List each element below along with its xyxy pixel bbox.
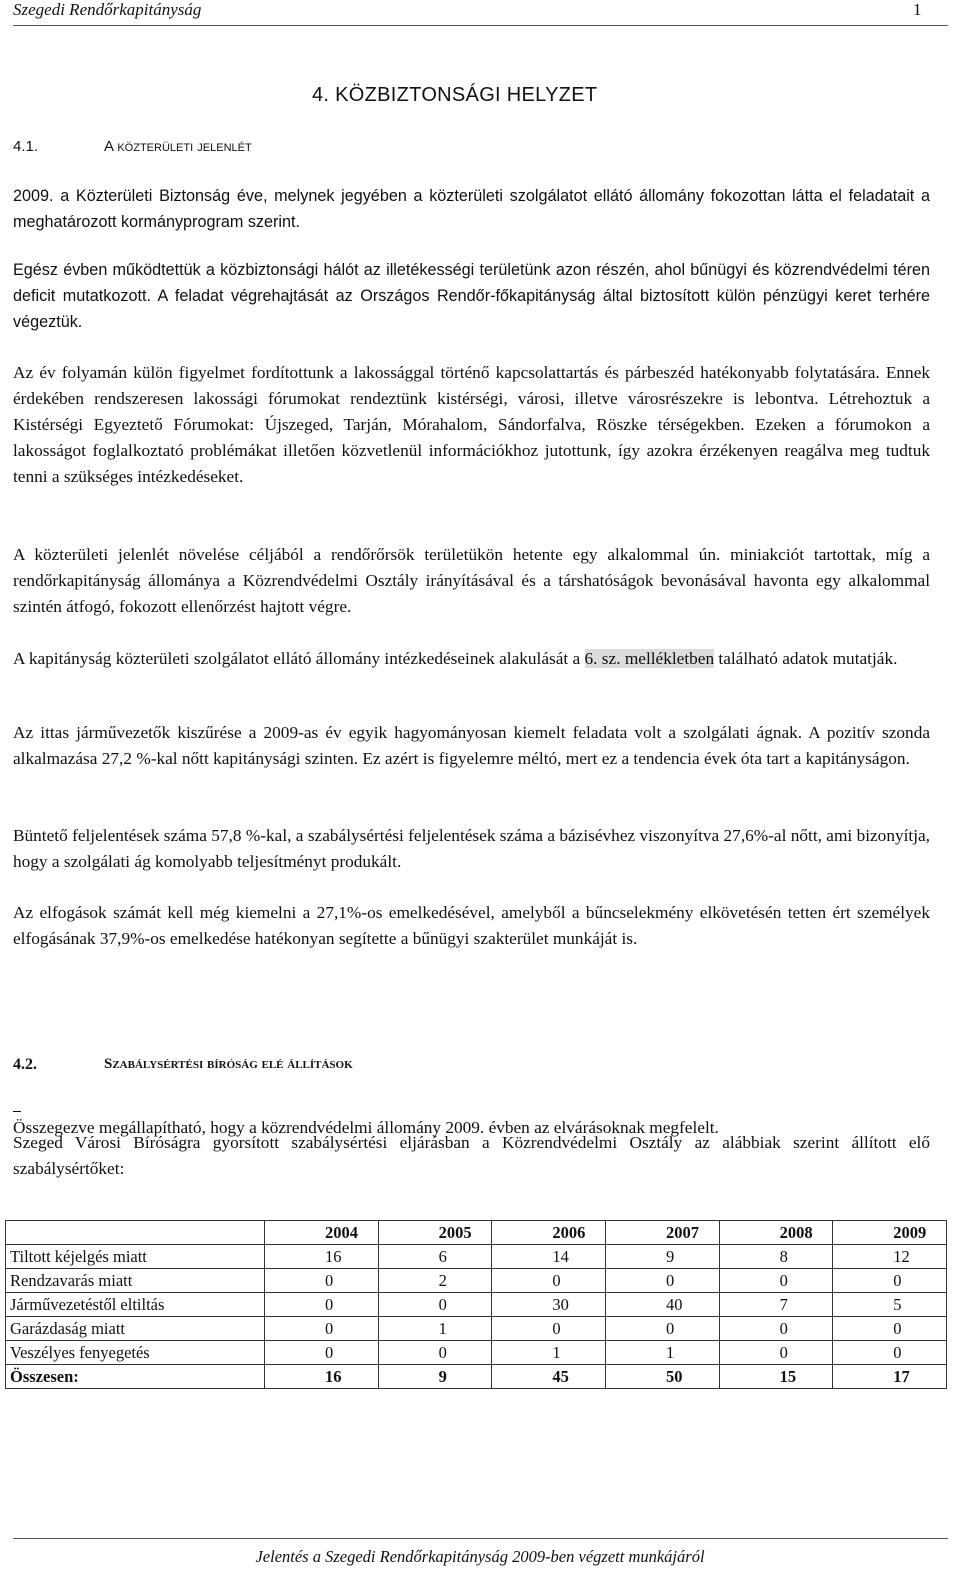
table-header-row: [6, 1221, 947, 1245]
paragraph: Összegezve megállapítható, hogy a közrendvédelmi állomány 2009. évben az elvárásoknak megfelelt.: [13, 1118, 719, 1137]
section-number: 4.2.: [13, 1056, 37, 1073]
table-cell: 2: [378, 1269, 492, 1293]
table-cell: 15: [719, 1365, 833, 1389]
year-header: 2009: [833, 1221, 947, 1245]
paragraph: A közterületi jelenlét növelése céljából a rendőrőrsök területükön hetente egy alkalommal ún. miniakciót tartottak, míg a rendőrkapitányság állománya a Közrendvédelmi Osztály irányításával és a társhatóságok bevonásával havonta egy alkalommal szintén átfogó, fokozott ellenőrzést hajtott végre.: [13, 545, 930, 616]
paragraph: Az elfogások számát kell még kiemelni a 27,1%-os emelkedésével, amelyből a bűncselekmény elkövetésén tetten ért személyek elfogásának 37,9%-os emelkedése hatékonyan segítette a bűnügyi szakterület munkáját is.: [13, 903, 930, 948]
row-label: Veszélyes fenyegetés: [6, 1341, 265, 1365]
annex-reference-link[interactable]: 6. sz. mellékletben: [584, 649, 715, 668]
paragraph: [13, 646, 930, 672]
table-cell: 17: [833, 1365, 947, 1389]
table-cell: 14: [492, 1245, 606, 1269]
table-row: [6, 1269, 947, 1293]
table-cell: 0: [265, 1341, 379, 1365]
year-header: 2006: [492, 1221, 606, 1245]
table-cell: 12: [833, 1245, 947, 1269]
table-cell: 0: [265, 1269, 379, 1293]
table-cell: 0: [719, 1341, 833, 1365]
table-cell: 30: [492, 1293, 606, 1317]
section-title: A közterületi jelenlét: [104, 138, 252, 155]
table-total-row: [6, 1365, 947, 1389]
table-cell: 0: [833, 1341, 947, 1365]
chapter-title: 4. KÖZBIZTONSÁGI HELYZET: [312, 84, 598, 106]
row-label: Járművezetéstől eltiltás: [6, 1293, 265, 1317]
year-header: 2004: [265, 1221, 379, 1245]
table-cell: 0: [719, 1269, 833, 1293]
table-cell: 0: [719, 1317, 833, 1341]
footer-text: Jelentés a Szegedi Rendőrkapitányság 2009-ben végzett munkájáról: [255, 1547, 705, 1566]
table-cell: 0: [605, 1269, 719, 1293]
table-cell: 1: [492, 1341, 606, 1365]
section-number: 4.1.: [13, 138, 39, 155]
paragraph-text: A kapitányság közterületi szolgálatot ellátó állomány intézkedéseinek alakulását a: [13, 649, 585, 668]
table-cell: 0: [492, 1269, 606, 1293]
statistics-table: [5, 1220, 947, 1389]
table-cell: 5: [833, 1293, 947, 1317]
table-row: [6, 1317, 947, 1341]
table-cell: 0: [265, 1293, 379, 1317]
paragraph: Az ittas járművezetők kiszűrése a 2009-as év egyik hagyományosan kiemelt feladata volt a szolgálati ágnak. A pozitív szonda alkalmazása 27,2 %-kal nőtt kapitánysági szinten. Ez azért is figyelemre méltó, mert ez a tendencia évek óta tart a kapitányságon.: [13, 723, 930, 768]
table-cell: 7: [719, 1293, 833, 1317]
table-row: [6, 1341, 947, 1365]
table-cell: 0: [265, 1317, 379, 1341]
paragraph: Büntető feljelentések száma 57,8 %-kal, a szabálysértési feljelentések száma a bázisévhez viszonyítva 27,6%-al nőtt, ami bizonyítja, hogy a szolgálati ág komolyabb teljesítményt produkált.: [13, 826, 930, 871]
table-cell: 0: [492, 1317, 606, 1341]
paragraph: Szeged Városi Bíróságra gyorsított szabálysértési eljárásban a Közrendvédelmi Osztály az alábbiak szerint állított elő szabálysértőket:: [13, 1133, 930, 1178]
table-cell: 40: [605, 1293, 719, 1317]
table-cell: 6: [378, 1245, 492, 1269]
table-cell: 1: [605, 1341, 719, 1365]
paragraph: Az év folyamán külön figyelmet fordítottunk a lakossággal történő kapcsolattartás és párbeszéd hatékonyabb folytatására. Ennek érdekében rendszeresen lakossági fórumokat rendeztünk kistérségi, városi, illetve városrészekre is lebontva. Létrehoztuk a Kistérségi Egyeztető Fórumokat: Újszeged, Tarján, Mórahalom, Sándorfalva, Röszke térségekben. Ezeken a fórumokon a lakosságot foglalkoztató problémákat illetően közvetlenül információkhoz jutottunk, így azokra érzékenyen reagálva meg tudtuk tenni a szükséges intézkedéseket.: [13, 363, 930, 486]
table-cell: 0: [378, 1341, 492, 1365]
header-rule: [13, 25, 948, 26]
table-cell: 0: [833, 1317, 947, 1341]
dash-mark: [13, 1111, 21, 1112]
row-label: Rendzavarás miatt: [6, 1269, 265, 1293]
table-row: [6, 1245, 947, 1269]
table-cell: 16: [265, 1245, 379, 1269]
table-cell: 9: [378, 1365, 492, 1389]
table-cell: 45: [492, 1365, 606, 1389]
header-page-number: 1: [913, 0, 922, 19]
table-cell: 50: [605, 1365, 719, 1389]
paragraph: Egész évben működtettük a közbiztonsági hálót az illetékességi területünk azon részén, ahol bűnügyi és közrendvédelmi téren deficit mutatkozott. A feladat végrehajtását az Országos Rendőr-főkapitányság által biztosított külön pénzügyi keret terhére végeztük.: [13, 261, 930, 331]
row-label: Garázdaság miatt: [6, 1317, 265, 1341]
header-title: Szegedi Rendőrkapitányság: [13, 0, 202, 19]
table-cell: 9: [605, 1245, 719, 1269]
paragraph-text: található adatok mutatják.: [714, 649, 898, 668]
table-cell: 8: [719, 1245, 833, 1269]
footer-rule: [13, 1538, 948, 1539]
paragraph: 2009. a Közterületi Biztonság éve, melynek jegyében a közterületi szolgálatot ellátó állomány fokozottan látta el feladatait a meghatározott kormányprogram szerint.: [13, 187, 930, 231]
table-cell: 16: [265, 1365, 379, 1389]
year-header: 2007: [605, 1221, 719, 1245]
section-title: Szabálysértési bíróság elé állítások: [104, 1056, 353, 1072]
table-row: [6, 1293, 947, 1317]
table-cell: 0: [833, 1269, 947, 1293]
table-cell: 0: [605, 1317, 719, 1341]
table-cell: 1: [378, 1317, 492, 1341]
row-label: Tiltott kéjelgés miatt: [6, 1245, 265, 1269]
year-header: 2008: [719, 1221, 833, 1245]
table-cell: 0: [378, 1293, 492, 1317]
year-header: 2005: [378, 1221, 492, 1245]
row-label: Összesen:: [6, 1365, 265, 1389]
table-corner-cell: [6, 1221, 265, 1245]
